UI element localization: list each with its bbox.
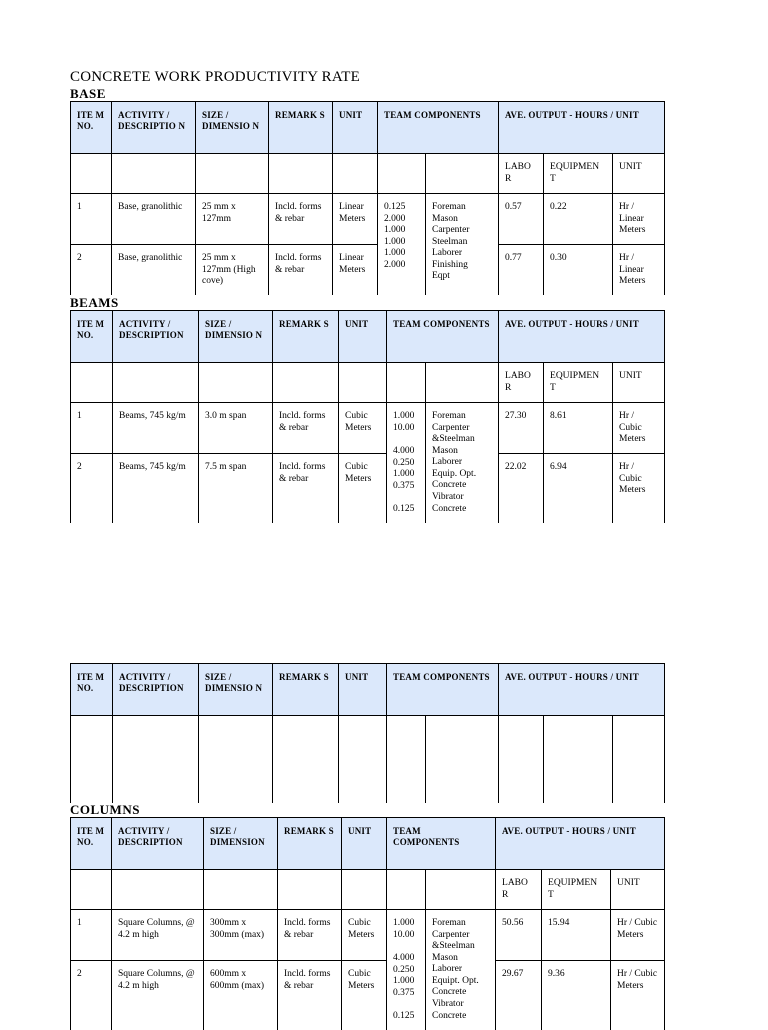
header-remarks: REMARK S xyxy=(273,311,339,363)
cell-unit: Cubic Meters xyxy=(339,403,387,454)
section-label-columns: COLUMNS xyxy=(70,802,140,817)
cell-out-unit: Hr / Linear Meters xyxy=(613,245,665,295)
cell-equipment: 6.94 xyxy=(544,454,613,523)
base-table xyxy=(70,101,665,295)
subheader-equipment: EQUIPMEN T xyxy=(544,363,613,403)
header-unit: UNIT xyxy=(339,664,387,716)
table-row xyxy=(71,910,665,961)
cell-size: 25 mm x 127mm xyxy=(196,194,269,245)
header-unit: UNIT xyxy=(333,102,378,154)
cell-item: 2 xyxy=(71,454,113,523)
team-quantities: 0.125 2.000 1.000 1.000 1.000 2.000 xyxy=(378,194,426,295)
cell-item: 2 xyxy=(71,961,112,1030)
header-activity: ACTIVITY / DESCRIPTION xyxy=(112,818,204,870)
header-remarks: REMARK S xyxy=(278,818,342,870)
section-label-beams: BEAMS xyxy=(70,295,119,310)
cell-activity: Base, granolithic xyxy=(112,194,196,245)
cell-activity: Beams, 745 kg/m xyxy=(113,454,199,523)
cell-item: 2 xyxy=(71,245,112,295)
cell-labor: 27.30 xyxy=(499,403,544,454)
cell-equipment: 15.94 xyxy=(542,910,611,961)
cell-labor: 29.67 xyxy=(496,961,542,1030)
cell-out-unit: Hr / Linear Meters xyxy=(613,194,665,245)
header-activity: ACTIVITY / DESCRIPTIO N xyxy=(112,102,196,154)
subheader-equipment: EQUIPMEN T xyxy=(542,870,611,910)
cell-unit: Linear Meters xyxy=(333,194,378,245)
cell-labor: 0.57 xyxy=(499,194,544,245)
header-size: SIZE / DIMENSIO N xyxy=(199,664,273,716)
cell-item: 1 xyxy=(71,403,113,454)
subheader-labor: LABO R xyxy=(499,363,544,403)
header-unit: UNIT xyxy=(342,818,387,870)
header-team-components: TEAM COMPONENTS xyxy=(387,818,496,870)
cell-item: 1 xyxy=(71,910,112,961)
header-team-components: TEAM COMPONENTS xyxy=(387,664,499,716)
section-label-base: BASE xyxy=(70,86,106,101)
table-row xyxy=(71,403,665,454)
cell-equipment: 0.30 xyxy=(544,245,613,295)
subheader-labor: LABO R xyxy=(499,154,544,194)
header-ave-output: AVE. OUTPUT - HOURS / UNIT xyxy=(499,311,665,363)
cell-remarks: Incld. forms & rebar xyxy=(269,194,333,245)
team-roles: Foreman Carpenter &Steelman Mason Laborer Equipt. Opt. Concrete Vibrator Concrete xyxy=(426,910,496,1030)
header-size: SIZE / DIMENSION xyxy=(204,818,278,870)
subheader-unit: UNIT xyxy=(611,870,665,910)
cell-labor: 50.56 xyxy=(496,910,542,961)
header-size: SIZE / DIMENSIO N xyxy=(199,311,273,363)
header-activity: ACTIVITY / DESCRIPTION xyxy=(113,311,199,363)
team-quantities: 1.000 10.00 4.000 0.250 1.000 0.375 0.125 xyxy=(387,403,426,523)
cell-activity: Beams, 745 kg/m xyxy=(113,403,199,454)
header-ave-output: AVE. OUTPUT - HOURS / UNIT xyxy=(499,102,665,154)
cell-size: 3.0 m span xyxy=(199,403,273,454)
cell-size: 600mm x 600mm (max) xyxy=(204,961,278,1030)
table-row xyxy=(71,454,665,523)
cell-remarks: Incld. forms & rebar xyxy=(278,961,342,1030)
cell-remarks: Incld. forms & rebar xyxy=(273,403,339,454)
cell-activity: Square Columns, @ 4.2 m high xyxy=(112,910,204,961)
header-item-no: ITE M NO. xyxy=(71,311,113,363)
cell-remarks: Incld. forms & rebar xyxy=(269,245,333,295)
header-item-no: ITE M NO. xyxy=(71,664,113,716)
header-team-components: TEAM COMPONENTS xyxy=(378,102,499,154)
cell-out-unit: Hr / Cubic Meters xyxy=(611,910,665,961)
subheader-unit: UNIT xyxy=(613,363,665,403)
cell-activity: Square Columns, @ 4.2 m high xyxy=(112,961,204,1030)
beams-table xyxy=(70,310,665,523)
subheader-labor: LABO R xyxy=(496,870,542,910)
subheader-equipment: EQUIPMEN T xyxy=(544,154,613,194)
cell-unit: Cubic Meters xyxy=(342,910,387,961)
cell-out-unit: Hr / Cubic Meters xyxy=(613,403,665,454)
header-size: SIZE / DIMENSIO N xyxy=(196,102,269,154)
header-activity: ACTIVITY / DESCRIPTION xyxy=(113,664,199,716)
document-title: CONCRETE WORK PRODUCTIVITY RATE xyxy=(70,69,360,85)
cell-labor: 0.77 xyxy=(499,245,544,295)
cell-unit: Linear Meters xyxy=(333,245,378,295)
cell-size: 25 mm x 127mm (High cove) xyxy=(196,245,269,295)
cell-equipment: 8.61 xyxy=(544,403,613,454)
header-remarks: REMARK S xyxy=(273,664,339,716)
cell-unit: Cubic Meters xyxy=(342,961,387,1030)
continuation-table xyxy=(70,663,665,803)
cell-equipment: 0.22 xyxy=(544,194,613,245)
cell-activity: Base, granolithic xyxy=(112,245,196,295)
header-ave-output: AVE. OUTPUT - HOURS / UNIT xyxy=(499,664,665,716)
header-item-no: ITE M NO. xyxy=(71,818,112,870)
team-roles: Foreman Carpenter &Steelman Mason Laborer Equip. Opt. Concrete Vibrator Concrete xyxy=(426,403,499,523)
team-roles: Foreman Mason Carpenter Steelman Laborer Finishing Eqpt xyxy=(426,194,499,295)
table-row xyxy=(71,961,665,1030)
header-remarks: REMARK S xyxy=(269,102,333,154)
header-ave-output: AVE. OUTPUT - HOURS / UNIT xyxy=(496,818,665,870)
cell-remarks: Incld. forms & rebar xyxy=(273,454,339,523)
header-item-no: ITE M NO. xyxy=(71,102,112,154)
subheader-unit: UNIT xyxy=(613,154,665,194)
cell-item: 1 xyxy=(71,194,112,245)
columns-table xyxy=(70,817,665,1030)
header-team-components: TEAM COMPONENTS xyxy=(387,311,499,363)
cell-size: 7.5 m span xyxy=(199,454,273,523)
cell-unit: Cubic Meters xyxy=(339,454,387,523)
cell-equipment: 9.36 xyxy=(542,961,611,1030)
team-quantities: 1.000 10.00 4.000 0.250 1.000 0.375 0.125 xyxy=(387,910,426,1030)
cell-out-unit: Hr / Cubic Meters xyxy=(613,454,665,523)
cell-out-unit: Hr / Cubic Meters xyxy=(611,961,665,1030)
table-row xyxy=(71,245,665,295)
cell-remarks: Incld. forms & rebar xyxy=(278,910,342,961)
cell-size: 300mm x 300mm (max) xyxy=(204,910,278,961)
cell-labor: 22.02 xyxy=(499,454,544,523)
table-row xyxy=(71,194,665,245)
header-unit: UNIT xyxy=(339,311,387,363)
